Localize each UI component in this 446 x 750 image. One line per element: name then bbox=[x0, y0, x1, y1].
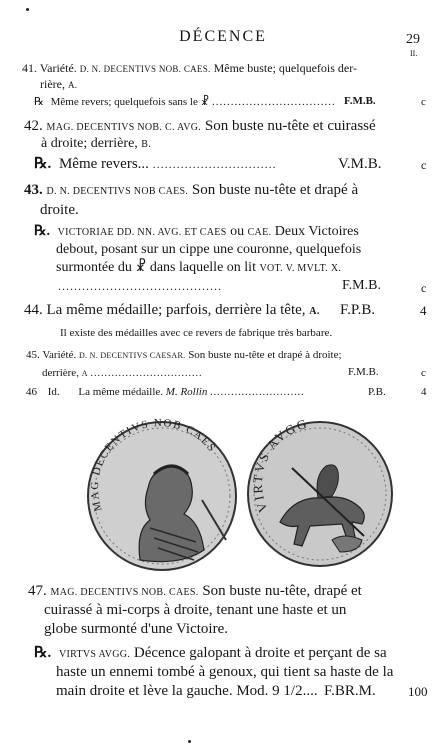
entry-text: La même médaille; parfois, derrière la tête, bbox=[46, 302, 306, 318]
reverse-symbol: ℞. bbox=[34, 224, 51, 239]
mark-letter: A. bbox=[309, 306, 320, 317]
entry-47-reverse-line-3: main droite et lève la gauche. Mod. 9 1/2.... bbox=[56, 683, 318, 699]
entry-47-reverse-line-1 bbox=[34, 646, 387, 661]
reverse-legend: VIRTVS AVGG bbox=[249, 415, 311, 515]
obverse-legend: MAG DECENTIVS NOB CAES bbox=[88, 417, 219, 513]
entry-text: Son buste nu-tête, drapé et bbox=[202, 583, 362, 599]
page-number: 29 bbox=[406, 32, 420, 47]
entry-41-line-1 bbox=[22, 62, 357, 74]
entry-45-line-2 bbox=[42, 368, 203, 379]
entry-43-line-2: droite. bbox=[40, 202, 79, 218]
mark-letter: B. bbox=[141, 139, 152, 150]
entry-44-note: Il existe des médailles avec ce revers de fabrique très barbare. bbox=[60, 327, 333, 339]
entry-44-rarity: 4 bbox=[420, 303, 427, 318]
entry-45-rarity: c bbox=[421, 367, 426, 379]
entry-text: derrière, bbox=[42, 367, 79, 379]
entry-text: Décence galopant à droite et perçant de sa bbox=[133, 645, 387, 661]
entry-number: 47. bbox=[28, 583, 47, 599]
mark-letter: A bbox=[81, 369, 88, 378]
leader-dots: ................................. bbox=[211, 96, 336, 108]
coin-legend: MAG. DECENTIVS NOB. C. AVG. bbox=[46, 122, 202, 133]
entry-text: Son buste nu-tête et cuirassé bbox=[204, 118, 376, 134]
entry-number: 45. bbox=[26, 349, 40, 361]
chi-rho-symbol: ☧ bbox=[200, 96, 210, 108]
entry-41-reverse bbox=[34, 97, 336, 108]
coin-plate bbox=[80, 410, 400, 580]
entry-47-line-2: cuirassé à mi-corps à droite, tenant une haste et un bbox=[44, 602, 347, 618]
entry-number: 42. bbox=[24, 118, 43, 134]
entry-number: 43. bbox=[24, 182, 43, 198]
entry-43-reverse-line-3 bbox=[56, 261, 341, 275]
entry-41-rarity: c bbox=[421, 96, 426, 108]
coin-legend: D. N. DECENTIVS NOB. CAES. bbox=[79, 64, 211, 74]
signature-mark: II. bbox=[410, 49, 418, 58]
entry-text: à droite; derrière, bbox=[41, 136, 138, 151]
coin-legend: MAG. DECENTIVS NOB. CAES. bbox=[50, 587, 199, 598]
entry-42-source: V.M.B. bbox=[338, 156, 382, 172]
entry-46-source: P.B. bbox=[368, 386, 386, 398]
entry-text: Même revers; quelquefois sans le bbox=[50, 96, 198, 108]
entry-47-line-3: globe surmonté d'une Victoire. bbox=[44, 621, 228, 637]
entry-text: dans laquelle on lit bbox=[149, 260, 256, 275]
entry-45-source: F.M.B. bbox=[348, 366, 379, 378]
entry-47-reverse-line-2: haste un ennemi tombé à genoux, qui tient sa haste de la bbox=[56, 664, 394, 680]
entry-text: La même médaille. bbox=[78, 386, 164, 398]
leader-dots: ......................................... bbox=[58, 279, 222, 293]
entry-46-rarity: 4 bbox=[421, 386, 427, 398]
entry-43-line-1 bbox=[24, 183, 358, 198]
leader-dots: ........................... bbox=[210, 387, 305, 398]
entry-text: Même revers... bbox=[58, 156, 149, 172]
reverse-symbol: ℞. bbox=[34, 156, 52, 172]
entry-46-line bbox=[26, 387, 305, 398]
coin-legend: VICTORIAE DD. NN. AVG. ET CAES bbox=[57, 227, 227, 238]
entry-43-reverse-line-4 bbox=[58, 280, 222, 292]
coin-reverse-image bbox=[240, 410, 400, 580]
entry-label: Id. bbox=[47, 386, 60, 398]
entry-label: Variété. bbox=[42, 349, 77, 361]
leader-dots: ............................... bbox=[152, 157, 277, 171]
entry-42-rarity: c bbox=[421, 158, 427, 172]
coin-legend: VIRTVS AVGG. bbox=[58, 649, 131, 660]
collection-name: M. Rollin bbox=[165, 386, 208, 398]
entry-45-line-1 bbox=[26, 350, 342, 361]
entry-text: Son buste nu-tête et drapé à droite; bbox=[188, 349, 342, 361]
coin-legend: CAE. bbox=[247, 227, 272, 238]
entry-47-source: F.BR.M. bbox=[324, 683, 376, 699]
entry-47-line-1 bbox=[28, 584, 362, 599]
entry-47-rarity: 100 bbox=[408, 684, 428, 699]
reverse-symbol: ℞. bbox=[34, 645, 52, 661]
entry-43-rarity: c bbox=[421, 281, 427, 295]
entry-44-line bbox=[24, 303, 320, 318]
page-title: DÉCENCE bbox=[179, 28, 267, 45]
entry-41-source: F.M.B. bbox=[344, 95, 376, 107]
leader-dots: ................................ bbox=[90, 368, 203, 379]
coin-legend: VOT. V. MVLT. X. bbox=[259, 263, 342, 274]
entry-number: 44. bbox=[24, 302, 43, 318]
entry-43-source: F.M.B. bbox=[342, 278, 381, 293]
entry-42-line-2 bbox=[41, 137, 151, 151]
coin-obverse-image bbox=[80, 410, 240, 580]
page-speck-bottom bbox=[188, 740, 191, 743]
entry-text: ou bbox=[230, 224, 245, 239]
entry-42-line-1 bbox=[24, 119, 376, 134]
page-speck-top bbox=[26, 8, 29, 11]
entry-43-reverse-line-1 bbox=[34, 225, 359, 239]
reverse-symbol: ℞ bbox=[34, 96, 44, 108]
coin-legend: D. N. DECENTIVS NOB CAES. bbox=[46, 186, 189, 197]
entry-text: rière, bbox=[40, 77, 65, 91]
entry-44-source: F.P.B. bbox=[340, 302, 376, 318]
entry-text: Son buste nu-tête et drapé à bbox=[191, 182, 359, 198]
entry-number: 41. bbox=[22, 61, 37, 75]
entry-41-line-2 bbox=[40, 78, 77, 90]
entry-number: 46 bbox=[26, 386, 37, 398]
entry-43-reverse-line-2: debout, posant sur un cippe une couronne, quelquefois bbox=[56, 242, 362, 257]
entry-text: Même buste; quelquefois der- bbox=[213, 61, 357, 75]
coin-legend: D. N. DECENTIVS CAESAR. bbox=[78, 351, 186, 360]
entry-label: Variété. bbox=[39, 61, 77, 75]
entry-text: surmontée du bbox=[56, 260, 132, 275]
mark-letter: A. bbox=[67, 80, 78, 90]
entry-42-reverse bbox=[34, 157, 277, 172]
chi-rho-symbol: ☧ bbox=[135, 260, 147, 275]
entry-text: Deux Victoires bbox=[274, 224, 359, 239]
